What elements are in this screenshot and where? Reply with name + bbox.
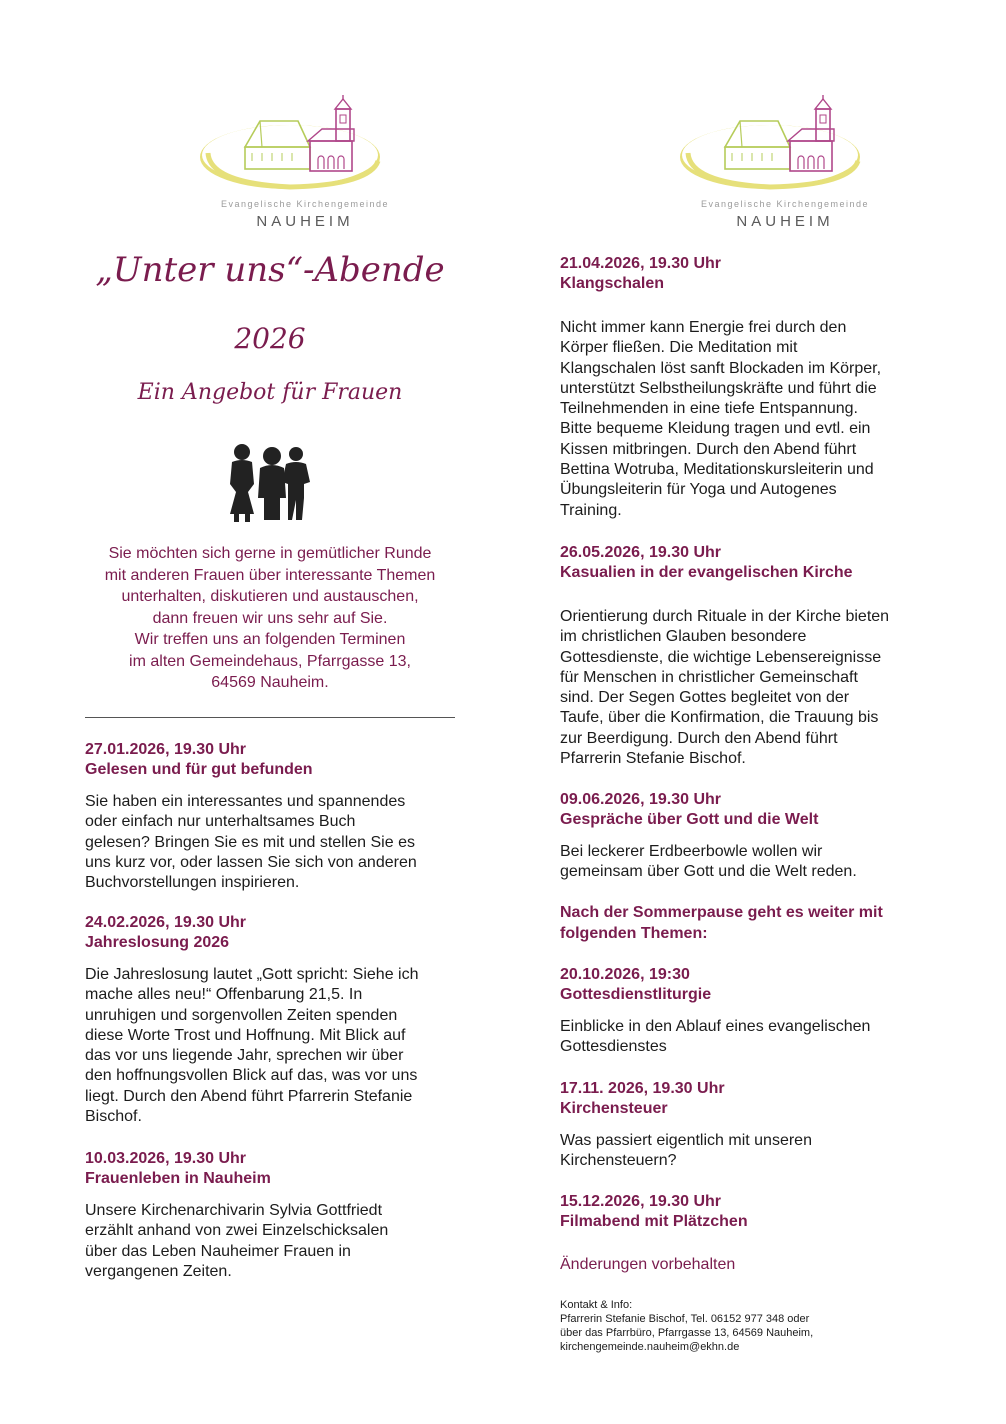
event-description <box>560 1017 950 1058</box>
event-description <box>560 318 950 521</box>
event-title: Frauenleben in Nauheim <box>85 1170 271 1187</box>
event-title: Jahreslosung 2026 <box>85 934 230 951</box>
desc-line: Sie haben ein interessantes und spannendes <box>85 793 406 810</box>
desc-line: diese Worte Trost und Hoffnung. Mit Blick auf <box>85 1026 406 1044</box>
desc-line: Kirchensteuern? <box>560 1152 677 1170</box>
event-block <box>560 254 950 521</box>
event-date: 09.06.2026, 19.30 Uhr <box>560 791 722 808</box>
event-block <box>560 543 950 769</box>
desc-line: Kissen mitbringen. Durch den Abend führt <box>560 440 857 458</box>
desc-line: sind. Der Segen Gottes begleitet von der <box>560 689 850 707</box>
contact-line: Pfarrerin Stefanie Bischof, Tel. 06152 977 348 oder <box>560 1313 810 1325</box>
contact-line: Kontakt & Info: <box>560 1299 633 1311</box>
event-date: 21.04.2026, 19.30 Uhr <box>560 255 722 272</box>
desc-line: gelesen? Bringen Sie es mit und stellen Sie es <box>85 833 415 851</box>
event-date: 15.12.2026, 19.30 Uhr <box>560 1193 722 1210</box>
desc-line: liegt. Durch den Abend führt Pfarrerin Stefanie <box>85 1087 413 1105</box>
desc-line: Bettina Wotruba, Meditationskursleiterin und <box>560 461 874 479</box>
intro-line: 64569 Nauheim. <box>211 674 329 691</box>
event-title: Kasualien in der evangelischen Kirche <box>560 564 853 581</box>
logo-name: NAUHEIM <box>256 213 354 230</box>
intro-line: mit anderen Frauen über interessante Themen <box>104 566 436 584</box>
desc-line: den hoffnungsvollen Blick auf das, was vor uns <box>85 1067 418 1085</box>
event-block <box>560 965 950 1058</box>
church-logo <box>670 95 900 230</box>
church-logo-icon <box>670 95 900 195</box>
desc-line: Bei leckerer Erdbeerbowle wollen wir <box>560 843 823 860</box>
event-date: 26.05.2026, 19.30 Uhr <box>560 544 722 561</box>
event-date: 24.02.2026, 19.30 Uhr <box>85 914 247 931</box>
event-block <box>85 740 465 893</box>
title-subtitle: Ein Angebot für Frauen <box>137 380 403 405</box>
desc-line: Übungsleiterin für Yoga und Autogenes <box>560 481 837 499</box>
intro-line: dann freuen wir uns sehr auf Sie. <box>152 609 388 627</box>
desc-line: Pfarrerin Stefanie Bischof. <box>560 750 746 768</box>
desc-line: zur Beerdigung. Durch den Abend führt <box>560 729 838 747</box>
event-block <box>560 1079 950 1172</box>
desc-line: unruhigen und sorgenvollen Zeiten spenden <box>85 1006 398 1024</box>
desc-line: Nicht immer kann Energie frei durch den <box>560 319 847 336</box>
summer-notice <box>560 902 950 944</box>
desc-line: das vor uns liegende Jahr, sprechen wir über <box>85 1047 404 1065</box>
desc-line: für Menschen in christlicher Gemeinschaft <box>560 668 858 686</box>
event-title: Gespräche über Gott und die Welt <box>560 811 819 828</box>
women-silhouette-icon <box>220 440 320 529</box>
event-description <box>85 965 465 1127</box>
desc-line: Die Jahreslosung lautet „Gott spricht: Siehe ich <box>85 966 419 983</box>
desc-line: Was passiert eigentlich mit unseren <box>560 1132 812 1149</box>
notice-line: Nach der Sommerpause geht es weiter mit <box>560 904 883 921</box>
event-date: 17.11. 2026, 19.30 Uhr <box>560 1080 725 1097</box>
desc-line: Körper fließen. Die Meditation mit <box>560 339 798 357</box>
desc-line: gemeinsam über Gott und die Welt reden. <box>560 863 857 881</box>
desc-line: Gottesdienstes <box>560 1038 667 1056</box>
desc-line: Bischof. <box>85 1108 142 1126</box>
contact-info <box>560 1298 960 1354</box>
desc-line: oder einfach nur unterhaltsames Buch <box>85 813 356 831</box>
title-year: 2026 <box>234 322 306 355</box>
event-date: 27.01.2026, 19.30 Uhr <box>85 741 247 758</box>
desc-line: Klangschalen löst sanft Blockaden im Körper, <box>560 359 882 377</box>
event-block <box>85 913 465 1127</box>
church-logo-icon <box>190 95 420 195</box>
changes-note: Änderungen vorbehalten <box>560 1256 736 1273</box>
desc-line: im christlichen Glauben besondere <box>560 628 807 646</box>
desc-line: Einblicke in den Ablauf eines evangelischen <box>560 1018 871 1035</box>
event-date: 10.03.2026, 19.30 Uhr <box>85 1150 247 1167</box>
church-logo <box>190 95 420 230</box>
desc-line: unterstützt Selbstheilungskräfte und führt die <box>560 379 877 397</box>
intro-line: unterhalten, diskutieren und austauschen, <box>121 588 419 605</box>
desc-line: vergangenen Zeiten. <box>85 1262 232 1280</box>
event-block <box>560 790 950 883</box>
event-title: Gottesdienstliturgie <box>560 986 712 1003</box>
event-title: Klangschalen <box>560 275 665 292</box>
event-description <box>85 1201 465 1282</box>
page-title: „Unter uns“-Abende <box>95 250 445 290</box>
contact-line: über das Pfarrbüro, Pfarrgasse 13, 64569 Nauheim, <box>560 1327 814 1339</box>
logo-name: NAUHEIM <box>736 213 834 230</box>
contact-email[interactable]: kirchengemeinde.nauheim@ekhn.de <box>560 1341 740 1353</box>
event-description <box>85 792 465 893</box>
notice-line: folgenden Themen: <box>560 925 708 942</box>
intro-line: im alten Gemeindehaus, Pfarrgasse 13, <box>129 652 411 670</box>
event-date: 20.10.2026, 19:30 <box>560 966 690 983</box>
event-description <box>560 607 950 769</box>
intro-text <box>60 543 480 694</box>
desc-line: erzählt anhand von zwei Einzelschicksalen <box>85 1222 389 1240</box>
intro-line: Wir treffen uns an folgenden Terminen <box>134 631 406 648</box>
event-block <box>85 1149 465 1282</box>
desc-line: Orientierung durch Rituale in der Kirche bieten <box>560 608 890 625</box>
logo-subtitle: Evangelische Kirchengemeinde <box>220 199 390 209</box>
desc-line: Training. <box>560 501 622 519</box>
event-title: Kirchensteuer <box>560 1100 668 1117</box>
divider <box>85 717 455 718</box>
logo-subtitle: Evangelische Kirchengemeinde <box>700 199 870 209</box>
desc-line: Bitte bequeme Kleidung tragen und evtl. ein <box>560 420 871 438</box>
intro-line: Sie möchten sich gerne in gemütlicher Runde <box>108 545 432 562</box>
event-block <box>560 1192 950 1232</box>
event-title: Gelesen und für gut befunden <box>85 761 313 778</box>
desc-line: Buchvorstellungen inspirieren. <box>85 874 300 892</box>
event-title: Filmabend mit Plätzchen <box>560 1213 748 1230</box>
desc-line: uns kurz vor, oder lassen Sie sich von anderen <box>85 853 417 871</box>
desc-line: Unsere Kirchenarchivarin Sylvia Gottfriedt <box>85 1202 383 1219</box>
desc-line: Gottesdienste, die wichtige Lebensereignisse <box>560 648 882 666</box>
desc-line: mache alles neu!“ Offenbarung 21,5. In <box>85 986 363 1004</box>
desc-line: über das Leben Nauheimer Frauen in <box>85 1242 351 1260</box>
desc-line: Teilnehmenden in eine tiefe Entspannung. <box>560 400 858 418</box>
event-description <box>560 842 950 883</box>
desc-line: Taufe, über die Konfirmation, die Trauung bis <box>560 709 879 727</box>
event-description <box>560 1131 950 1172</box>
